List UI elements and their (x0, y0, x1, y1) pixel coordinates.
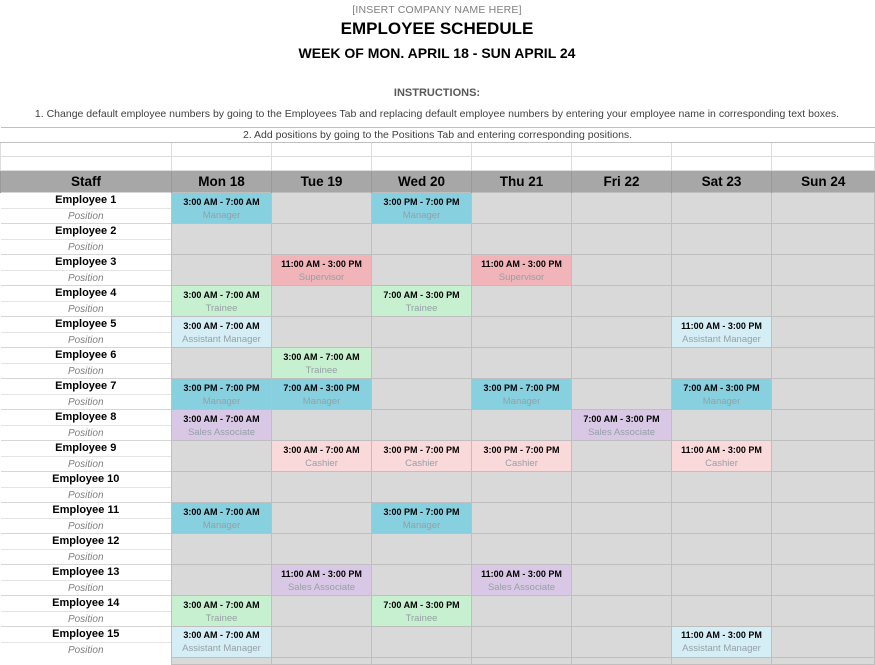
shift-cell[interactable] (172, 193, 272, 224)
column-header-day[interactable]: Sun 24 (772, 171, 875, 193)
empty-shift-cell[interactable] (172, 255, 272, 286)
column-header-day[interactable]: Sat 23 (672, 171, 772, 193)
employee-name-row (1, 410, 875, 426)
empty-shift-cell[interactable] (672, 534, 772, 565)
empty-shift-cell[interactable] (672, 286, 772, 317)
empty-grid-cell[interactable] (572, 157, 672, 171)
empty-shift-cell[interactable] (772, 286, 875, 317)
position-label-cell[interactable]: Position (1, 643, 172, 658)
shift-position: Trainee (305, 364, 338, 376)
employee-name-cell[interactable]: Employee 14 (1, 596, 172, 612)
empty-grid-cell[interactable] (372, 143, 472, 157)
empty-shift-cell[interactable] (572, 627, 672, 658)
employee-name-cell[interactable]: Employee 5 (1, 317, 172, 333)
empty-grid-cell[interactable] (772, 157, 875, 171)
bottom-strip-day-cell (372, 657, 472, 664)
employee-name-cell[interactable]: Employee 2 (1, 224, 172, 240)
shift-cell[interactable] (272, 379, 372, 410)
empty-grid-cell[interactable] (172, 143, 272, 157)
empty-shift-cell[interactable] (372, 534, 472, 565)
shift-cell[interactable] (172, 503, 272, 534)
empty-shift-cell[interactable] (272, 596, 372, 627)
shift-time: 3:00 AM - 7:00 AM (283, 444, 360, 455)
empty-shift-cell[interactable] (472, 224, 572, 255)
shift-position: Manager (202, 209, 241, 221)
schedule-table (0, 127, 875, 665)
employee-name-cell[interactable]: Employee 8 (1, 410, 172, 426)
empty-shift-cell[interactable] (272, 627, 372, 658)
empty-shift-cell[interactable] (672, 503, 772, 534)
shift-position: Supervisor (298, 271, 345, 283)
empty-shift-cell[interactable] (272, 286, 372, 317)
shift-cell[interactable] (372, 193, 472, 224)
position-label-cell[interactable]: Position (1, 364, 172, 379)
empty-shift-cell[interactable] (572, 441, 672, 472)
company-name-placeholder: [INSERT COMPANY NAME HERE] (352, 4, 522, 16)
empty-grid-cell[interactable] (1, 157, 172, 171)
shift-cell[interactable] (372, 286, 472, 317)
empty-shift-cell[interactable] (372, 348, 472, 379)
shift-time: 7:00 AM - 3:00 PM (583, 413, 660, 424)
employee-name-row (1, 565, 875, 581)
position-label-cell[interactable]: Position (1, 302, 172, 317)
shift-time: 7:00 AM - 3:00 PM (683, 382, 760, 393)
employee-name-cell[interactable]: Employee 1 (1, 193, 172, 209)
shift-position: Cashier (705, 457, 738, 469)
empty-shift-cell[interactable] (672, 224, 772, 255)
shift-time: 11:00 AM - 3:00 PM (481, 568, 562, 579)
column-header-day[interactable]: Fri 22 (572, 171, 672, 193)
bottom-strip-day-cell (672, 657, 772, 664)
shift-cell[interactable] (172, 379, 272, 410)
position-label-cell[interactable]: Position (1, 488, 172, 503)
shift-cell[interactable] (372, 441, 472, 472)
empty-grid-cell[interactable] (1, 143, 172, 157)
shift-position: Manager (202, 519, 241, 531)
shift-cell[interactable] (272, 348, 372, 379)
shift-time: 11:00 AM - 3:00 PM (681, 320, 762, 331)
empty-shift-cell[interactable] (572, 193, 672, 224)
bottom-strip-row (1, 657, 875, 664)
shift-cell[interactable] (272, 565, 372, 596)
position-label-cell[interactable]: Position (1, 271, 172, 286)
empty-shift-cell[interactable] (672, 596, 772, 627)
shift-position: Manager (202, 395, 241, 407)
position-label-cell[interactable]: Position (1, 240, 172, 255)
bottom-strip-day-cell (272, 657, 372, 664)
position-label-cell[interactable]: Position (1, 550, 172, 565)
shift-position: Sales Associate (287, 581, 356, 593)
empty-shift-cell[interactable] (772, 596, 875, 627)
empty-shift-cell[interactable] (672, 472, 772, 503)
shift-time: 3:00 PM - 7:00 PM (183, 382, 260, 393)
shift-position: Assistant Manager (182, 333, 261, 345)
shift-cell[interactable] (372, 596, 472, 627)
employee-name-row (1, 255, 875, 271)
empty-shift-cell[interactable] (372, 224, 472, 255)
empty-grid-cell[interactable] (772, 143, 875, 157)
instruction-step-2: 2. Add positions by going to the Positions Tab and entering corresponding positions. (1, 128, 875, 143)
empty-shift-cell[interactable] (372, 255, 472, 286)
position-label-cell[interactable]: Position (1, 395, 172, 410)
empty-shift-cell[interactable] (572, 255, 672, 286)
instruction-step-1: 1. Change default employee numbers by going to the Employees Tab and replacing default employee numbers by entering your employee name in corresponding text boxes. (34, 108, 840, 120)
employee-name-row (1, 317, 875, 333)
position-label-cell[interactable]: Position (1, 457, 172, 472)
employee-name-row (1, 472, 875, 488)
shift-cell[interactable] (172, 596, 272, 627)
empty-grid-row (1, 157, 875, 171)
column-header-day[interactable]: Tue 19 (272, 171, 372, 193)
shift-time: 7:00 AM - 3:00 PM (383, 599, 460, 610)
empty-shift-cell[interactable] (772, 224, 875, 255)
shift-cell[interactable] (672, 317, 772, 348)
shift-time: 3:00 AM - 7:00 AM (183, 320, 260, 331)
empty-shift-cell[interactable] (572, 596, 672, 627)
empty-shift-cell[interactable] (272, 472, 372, 503)
empty-grid-row (1, 143, 875, 157)
shift-time: 3:00 AM - 7:00 AM (183, 630, 260, 641)
employee-name-row (1, 193, 875, 209)
empty-shift-cell[interactable] (772, 565, 875, 596)
employee-name-row (1, 627, 875, 643)
empty-shift-cell[interactable] (472, 472, 572, 503)
empty-shift-cell[interactable] (472, 317, 572, 348)
shift-time: 3:00 PM - 7:00 PM (483, 444, 560, 455)
empty-shift-cell[interactable] (372, 627, 472, 658)
empty-shift-cell[interactable] (772, 348, 875, 379)
empty-shift-cell[interactable] (172, 224, 272, 255)
shift-cell[interactable] (472, 255, 572, 286)
employee-name-row (1, 441, 875, 457)
shift-time: 3:00 AM - 7:00 AM (283, 351, 360, 362)
empty-shift-cell[interactable] (472, 503, 572, 534)
shift-position: Assistant Manager (182, 643, 261, 655)
bottom-strip-day-cell (572, 657, 672, 664)
shift-position: Manager (502, 395, 541, 407)
employee-name-cell[interactable]: Employee 7 (1, 379, 172, 395)
empty-shift-cell[interactable] (272, 503, 372, 534)
employee-name-row (1, 534, 875, 550)
empty-shift-cell[interactable] (272, 193, 372, 224)
empty-shift-cell[interactable] (772, 410, 875, 441)
employee-name-cell[interactable]: Employee 6 (1, 348, 172, 364)
empty-shift-cell[interactable] (572, 565, 672, 596)
shift-cell[interactable] (172, 286, 272, 317)
empty-shift-cell[interactable] (772, 379, 875, 410)
shift-cell[interactable] (272, 255, 372, 286)
shift-position: Supervisor (498, 271, 545, 283)
shift-cell[interactable] (672, 627, 772, 658)
shift-cell[interactable] (572, 410, 672, 441)
shift-time: 3:00 PM - 7:00 PM (383, 444, 460, 455)
employee-name-cell[interactable]: Employee 12 (1, 534, 172, 550)
empty-shift-cell[interactable] (172, 565, 272, 596)
shift-time: 3:00 AM - 7:00 AM (183, 196, 260, 207)
employee-name-cell[interactable]: Employee 10 (1, 472, 172, 488)
empty-grid-cell[interactable] (472, 143, 572, 157)
shift-time: 3:00 AM - 7:00 AM (183, 413, 260, 424)
shift-position: Cashier (505, 457, 538, 469)
empty-shift-cell[interactable] (372, 565, 472, 596)
shift-position: Manager (302, 395, 341, 407)
shift-cell[interactable] (672, 379, 772, 410)
shift-position: Manager (402, 209, 441, 221)
empty-shift-cell[interactable] (772, 255, 875, 286)
position-label-cell[interactable]: Position (1, 612, 172, 627)
bottom-strip-day-cell (772, 657, 875, 664)
empty-shift-cell[interactable] (572, 348, 672, 379)
empty-shift-cell[interactable] (672, 255, 772, 286)
shift-cell[interactable] (272, 441, 372, 472)
empty-grid-cell[interactable] (172, 157, 272, 171)
empty-shift-cell[interactable] (672, 410, 772, 441)
bottom-strip-day-cell (172, 657, 272, 664)
title-block (0, 0, 874, 61)
shift-position: Manager (402, 519, 441, 531)
shift-position: Sales Associate (187, 426, 256, 438)
shift-time: 11:00 AM - 3:00 PM (681, 630, 762, 641)
empty-shift-cell[interactable] (472, 596, 572, 627)
empty-shift-cell[interactable] (672, 565, 772, 596)
shift-time: 7:00 AM - 3:00 PM (383, 289, 460, 300)
empty-shift-cell[interactable] (472, 410, 572, 441)
shift-time: 11:00 AM - 3:00 PM (281, 258, 362, 269)
column-header-day[interactable]: Mon 18 (172, 171, 272, 193)
employee-name-cell[interactable]: Employee 4 (1, 286, 172, 302)
week-range-subtitle: WEEK OF MON. APRIL 18 - SUN APRIL 24 (298, 45, 576, 61)
empty-grid-cell[interactable] (272, 143, 372, 157)
empty-shift-cell[interactable] (572, 472, 672, 503)
employee-name-row (1, 224, 875, 240)
shift-time: 3:00 PM - 7:00 PM (383, 506, 460, 517)
bottom-strip-day-cell (472, 657, 572, 664)
shift-cell[interactable] (472, 379, 572, 410)
empty-shift-cell[interactable] (772, 627, 875, 658)
shift-position: Trainee (205, 612, 238, 624)
empty-shift-cell[interactable] (572, 503, 672, 534)
empty-shift-cell[interactable] (172, 348, 272, 379)
shift-time: 3:00 AM - 7:00 AM (183, 599, 260, 610)
shift-time: 3:00 PM - 7:00 PM (483, 382, 560, 393)
shift-time: 11:00 AM - 3:00 PM (281, 568, 362, 579)
employee-name-row (1, 596, 875, 612)
empty-shift-cell[interactable] (572, 534, 672, 565)
instructions-heading: INSTRUCTIONS: (393, 87, 481, 99)
empty-shift-cell[interactable] (772, 534, 875, 565)
employee-name-row (1, 379, 875, 395)
shift-time: 3:00 AM - 7:00 AM (183, 506, 260, 517)
shift-time: 3:00 AM - 7:00 AM (183, 289, 260, 300)
position-label-cell[interactable]: Position (1, 581, 172, 596)
empty-shift-cell[interactable] (172, 534, 272, 565)
employee-name-row (1, 286, 875, 302)
empty-shift-cell[interactable] (472, 627, 572, 658)
column-header-day[interactable]: Thu 21 (472, 171, 572, 193)
shift-time: 11:00 AM - 3:00 PM (681, 444, 762, 455)
empty-grid-cell[interactable] (272, 157, 372, 171)
empty-shift-cell[interactable] (572, 286, 672, 317)
shift-cell[interactable] (172, 317, 272, 348)
shift-position: Trainee (405, 302, 438, 314)
empty-shift-cell[interactable] (172, 441, 272, 472)
position-label-cell[interactable]: Position (1, 426, 172, 441)
shift-position: Manager (702, 395, 741, 407)
position-label-cell[interactable]: Position (1, 209, 172, 224)
employee-name-cell[interactable]: Employee 9 (1, 441, 172, 457)
shift-position: Assistant Manager (682, 333, 761, 345)
shift-cell[interactable] (672, 441, 772, 472)
empty-shift-cell[interactable] (772, 472, 875, 503)
empty-grid-cell[interactable] (672, 157, 772, 171)
shift-position: Sales Associate (487, 581, 556, 593)
shift-position: Cashier (405, 457, 438, 469)
empty-shift-cell[interactable] (372, 472, 472, 503)
empty-shift-cell[interactable] (572, 224, 672, 255)
empty-shift-cell[interactable] (572, 317, 672, 348)
employee-name-row (1, 348, 875, 364)
page-title: EMPLOYEE SCHEDULE (340, 19, 534, 38)
shift-time: 11:00 AM - 3:00 PM (481, 258, 562, 269)
instruction-step-2-row (1, 128, 875, 143)
employee-name-row (1, 503, 875, 519)
empty-shift-cell[interactable] (172, 472, 272, 503)
empty-shift-cell[interactable] (372, 317, 472, 348)
empty-shift-cell[interactable] (472, 534, 572, 565)
shift-position: Sales Associate (587, 426, 656, 438)
empty-shift-cell[interactable] (772, 193, 875, 224)
shift-time: 3:00 PM - 7:00 PM (383, 196, 460, 207)
empty-shift-cell[interactable] (372, 410, 472, 441)
shift-position: Assistant Manager (682, 643, 761, 655)
empty-shift-cell[interactable] (372, 379, 472, 410)
shift-time: 7:00 AM - 3:00 PM (283, 382, 360, 393)
shift-cell[interactable] (472, 565, 572, 596)
shift-cell[interactable] (172, 627, 272, 658)
employee-name-cell[interactable]: Employee 11 (1, 503, 172, 519)
employee-name-cell[interactable]: Employee 3 (1, 255, 172, 271)
empty-shift-cell[interactable] (472, 286, 572, 317)
employee-name-cell[interactable]: Employee 15 (1, 627, 172, 643)
shift-position: Cashier (305, 457, 338, 469)
empty-grid-cell[interactable] (672, 143, 772, 157)
schedule-header-row (1, 171, 875, 193)
shift-cell[interactable] (472, 441, 572, 472)
column-header-staff[interactable]: Staff (1, 171, 172, 193)
empty-shift-cell[interactable] (672, 193, 772, 224)
position-label-cell[interactable]: Position (1, 333, 172, 348)
employee-name-cell[interactable]: Employee 13 (1, 565, 172, 581)
empty-shift-cell[interactable] (472, 193, 572, 224)
empty-shift-cell[interactable] (272, 224, 372, 255)
column-header-day[interactable]: Wed 20 (372, 171, 472, 193)
empty-grid-cell[interactable] (572, 143, 672, 157)
empty-shift-cell[interactable] (572, 379, 672, 410)
empty-shift-cell[interactable] (772, 503, 875, 534)
empty-shift-cell[interactable] (772, 317, 875, 348)
empty-shift-cell[interactable] (672, 348, 772, 379)
empty-shift-cell[interactable] (272, 317, 372, 348)
shift-cell[interactable] (172, 410, 272, 441)
shift-position: Trainee (405, 612, 438, 624)
empty-shift-cell[interactable] (272, 534, 372, 565)
empty-grid-cell[interactable] (372, 157, 472, 171)
empty-shift-cell[interactable] (772, 441, 875, 472)
empty-shift-cell[interactable] (272, 410, 372, 441)
shift-cell[interactable] (372, 503, 472, 534)
bottom-strip-staff-cell (1, 657, 172, 664)
shift-position: Trainee (205, 302, 238, 314)
empty-grid-cell[interactable] (472, 157, 572, 171)
position-label-cell[interactable]: Position (1, 519, 172, 534)
empty-shift-cell[interactable] (472, 348, 572, 379)
